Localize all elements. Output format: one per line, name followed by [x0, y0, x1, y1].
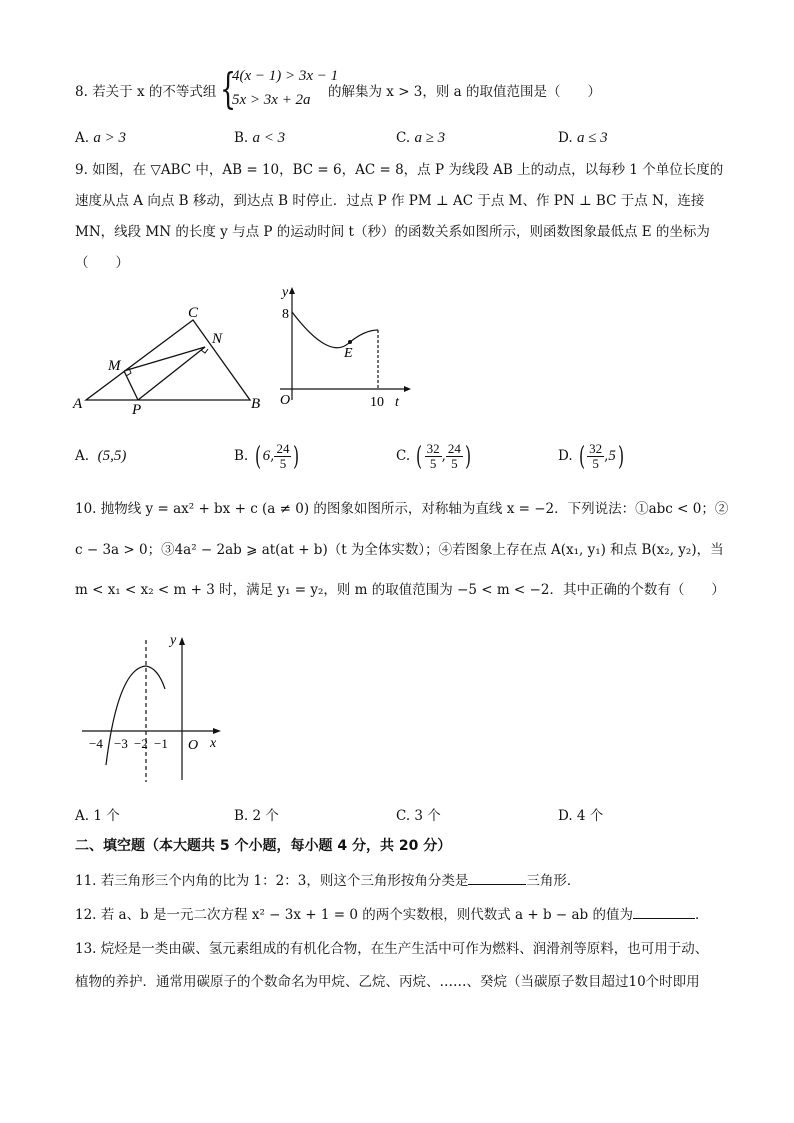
q8-option-a[interactable]: A. a > 3 — [75, 130, 126, 146]
fraction: $\frac{24}{5}$ — [447, 441, 461, 471]
label-b: B — [251, 396, 261, 412]
tick-label-minus4: −4 — [89, 736, 103, 751]
parabola-label-x: x — [210, 736, 217, 751]
q9-line-3: MN，线段 MN 的长度 y 与点 P 的运动时间 t（秒）的函数关系如图所示，则函数图象最低点 E 的坐标为 — [75, 224, 710, 240]
q9-line-2: 速度从点 A 向点 B 移动，到达点 B 时停止．过点 P 作 PM ⊥ AC 于点 M、作 PN ⊥ BC 于点 N，连接 — [75, 193, 705, 209]
tick-label-minus1: −1 — [154, 736, 168, 751]
q8-stem: 8. 若关于 x 的不等式组 — [75, 84, 217, 100]
q8-option-d[interactable]: D. a ≤ 3 — [558, 130, 608, 146]
brace-symbol: { — [220, 64, 237, 113]
label-p: P — [132, 402, 142, 418]
graph-label-y: y — [282, 285, 289, 300]
q8-option-b[interactable]: B. a < 3 — [234, 130, 286, 146]
q12-stem: 12. 若 a、b 是一元二次方程 x² − 3x + 1 = 0 的两个实数根，则代数式 a + b − ab 的值为 ． — [75, 904, 708, 925]
graph-label-10: 10 — [370, 395, 384, 410]
graph-label-8: 8 — [282, 307, 289, 322]
q10-option-b[interactable]: B. 2 个 — [234, 808, 279, 824]
q10-line-2: c − 3a > 0；③4a² − 2ab ⩾ at(at + b)（t 为全体实数）；④若图象上存在点 A(x₁, y₁) 和点 B(x₂, y₂)，当 — [75, 542, 724, 558]
parabola-label-o: O — [188, 738, 199, 753]
q8-inequality-1: 4(x − 1) > 3x − 1 — [232, 68, 339, 84]
q9-line-1: 9. 如图，在 ▽ABC 中，AB = 10，BC = 6，AC = 8，点 P 为线段 AB 上的动点，以每秒 1 个单位长度的 — [75, 162, 724, 178]
q9-line-4: （ ） — [75, 255, 129, 271]
tick-label-minus2: −2 — [134, 736, 148, 751]
fraction: $\frac{32}{5}$ — [589, 441, 603, 471]
q12-answer-blank[interactable] — [633, 904, 695, 919]
q8-inequality-2: 5x > 3x + 2a — [232, 92, 311, 108]
q13-line-2: 植物的养护．通常用碳原子的个数命名为甲烷、乙烷、丙烷、……、癸烷（当碳原子数目超过10个时即用 — [75, 974, 700, 990]
x-axis-arrow-icon — [213, 728, 221, 734]
q11-stem: 11. 若三角形三个内角的比为 1：2：3，则这个三角形按角分类是 三角形． — [75, 870, 580, 891]
q8-option-c[interactable]: C. a ≥ 3 — [396, 130, 446, 146]
fraction: $\frac{32}{5}$ — [426, 441, 440, 471]
tick-label-minus3: −3 — [114, 736, 128, 751]
label-c: C — [188, 305, 199, 321]
label-m: M — [108, 358, 121, 374]
graph-label-t: t — [395, 395, 399, 410]
graph-label-o: O — [280, 393, 291, 408]
q9-option-d[interactable]: D. ( $\frac{32}{5}$ ,5) — [558, 441, 625, 472]
q10-option-c[interactable]: C. 3 个 — [396, 808, 441, 824]
q11-answer-blank[interactable] — [468, 870, 526, 885]
q10-line-3: m < x₁ < x₂ < m + 3 时，满足 y₁ = y₂，则 m 的取值范围为 −5 < m < −2．其中正确的个数有（ ） — [75, 582, 725, 598]
parabola-label-y: y — [170, 633, 177, 648]
q8-stem-tail: 的解集为 x > 3，则 a 的取值范围是（ ） — [328, 84, 602, 100]
graph-label-e: E — [344, 346, 353, 361]
label-n: N — [212, 331, 223, 347]
y-axis-arrow-icon — [179, 637, 185, 645]
q13-line-1: 13. 烷烃是一类由碳、氢元素组成的有机化合物，在生产生活中可作为燃料、润滑剂等原料，也可用于动、 — [75, 941, 709, 957]
q10-option-d[interactable]: D. 4 个 — [558, 808, 604, 824]
label-a: A — [73, 396, 83, 412]
q9-option-c[interactable]: C. ( $\frac{32}{5}$ , $\frac{24}{5}$ ) — [396, 441, 472, 472]
q10-line-1: 10. 抛物线 y = ax² + bx + c (a ≠ 0) 的图象如图所示，对称轴为直线 x = −2．下列说法：①abc < 0；② — [75, 501, 729, 517]
fraction: $\frac{24}{5}$ — [276, 441, 290, 471]
q10-option-a[interactable]: A. 1 个 — [75, 808, 120, 824]
section-heading: 二、填空题（本大题共 5 个小题，每小题 4 分，共 20 分） — [75, 838, 452, 854]
q9-option-b[interactable]: B. ( 6, $\frac{24}{5}$ ) — [234, 441, 300, 472]
q9-option-a[interactable]: A. (5,5) — [75, 448, 127, 464]
